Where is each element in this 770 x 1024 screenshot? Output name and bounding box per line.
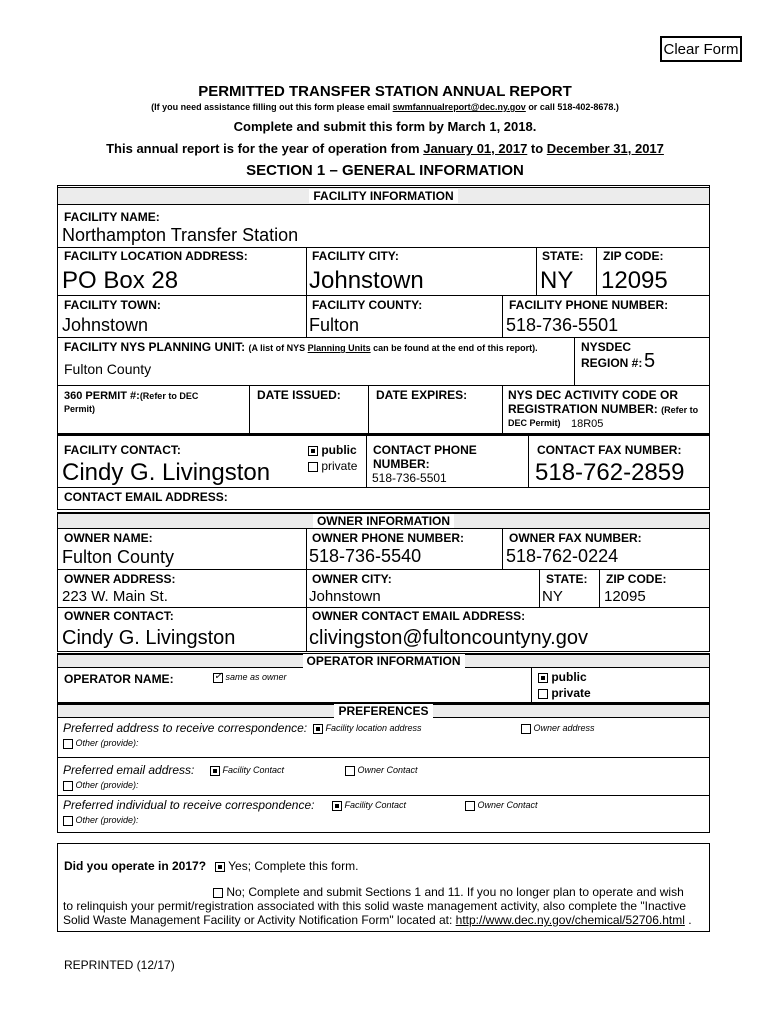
pref-email-other-checkbox[interactable] <box>63 781 73 791</box>
pref-address-other-checkbox[interactable] <box>63 739 73 749</box>
activity-code-label: NYS DEC ACTIVITY CODE OR <box>508 388 679 402</box>
pref-email-owner-option[interactable]: Owner Contact <box>345 765 418 776</box>
owner-address-label: OWNER ADDRESS: <box>64 572 176 586</box>
operate-yes-checkbox[interactable] <box>215 862 225 872</box>
contact-private-option[interactable]: private <box>308 459 357 473</box>
preferred-address-question: Preferred address to receive correspondence: <box>63 721 308 735</box>
submit-deadline: Complete and submit this form by March 1, 2018. <box>233 119 537 134</box>
private-checkbox[interactable] <box>308 462 318 472</box>
owner-contact-label: OWNER CONTACT: <box>64 609 174 623</box>
facility-contact-field[interactable]: Cindy G. Livingston <box>62 459 271 486</box>
facility-name-label: FACILITY NAME: <box>64 210 160 224</box>
same-as-owner-checkbox[interactable] <box>213 673 223 683</box>
facility-county-field[interactable]: Fulton <box>309 315 360 335</box>
contact-phone-number-label: NUMBER: <box>373 457 430 471</box>
section-title: SECTION 1 – GENERAL INFORMATION <box>246 162 524 179</box>
operate-yes-option[interactable]: Yes; Complete this form. <box>215 859 358 873</box>
operate-question-row <box>64 859 206 873</box>
pref-individual-other-checkbox[interactable] <box>63 816 73 826</box>
pref-email-owner-checkbox[interactable] <box>345 766 355 776</box>
operate-question: Did you operate in 2017? <box>64 859 207 873</box>
reprinted-note: REPRINTED (12/17) <box>64 958 175 972</box>
pref-address-facility-checkbox[interactable] <box>313 724 323 734</box>
permit-label: 360 PERMIT #:(Refer to DEC <box>64 390 199 402</box>
contact-public-option[interactable]: public <box>308 443 357 457</box>
owner-fax-field[interactable]: 518-762-0224 <box>506 546 619 566</box>
region-number-label: REGION #: <box>581 356 643 370</box>
operator-public-checkbox[interactable] <box>538 673 548 683</box>
registration-number-label: REGISTRATION NUMBER: (Refer to <box>508 402 699 416</box>
facility-address-field[interactable]: PO Box 28 <box>62 267 179 294</box>
owner-address-field[interactable]: 223 W. Main St. <box>62 588 168 605</box>
form-title: PERMITTED TRANSFER STATION ANNUAL REPORT <box>198 83 572 100</box>
preferences-band: PREFERENCES <box>57 704 710 718</box>
operator-public-option[interactable]: public <box>538 670 587 684</box>
planning-units-link[interactable]: Planning Units <box>307 343 371 353</box>
facility-name-field[interactable]: Northampton Transfer Station <box>62 225 299 245</box>
facility-city-label: FACILITY CITY: <box>312 249 399 263</box>
operator-name-label: OPERATOR NAME: <box>64 672 174 686</box>
clear-form-button[interactable]: Clear Form <box>660 36 742 62</box>
owner-state-label: STATE: <box>546 572 588 586</box>
operator-private-checkbox[interactable] <box>538 689 548 699</box>
pref-individual-owner-checkbox[interactable] <box>465 801 475 811</box>
contact-phone-label: CONTACT PHONE <box>373 443 477 457</box>
pref-individual-facility-checkbox[interactable] <box>332 801 342 811</box>
facility-phone-field[interactable]: 518-736-5501 <box>506 315 619 335</box>
facility-county-label: FACILITY COUNTY: <box>312 298 423 312</box>
owner-city-label: OWNER CITY: <box>312 572 392 586</box>
operator-private-option[interactable]: private <box>538 686 591 700</box>
permit-note: Permit) <box>64 404 96 414</box>
contact-fax-label: CONTACT FAX NUMBER: <box>537 443 682 457</box>
contact-phone-field[interactable]: 518-736-5501 <box>372 471 447 485</box>
facility-band: FACILITY INFORMATION <box>57 187 710 205</box>
pref-individual-facility-option[interactable]: Facility Contact <box>332 800 406 811</box>
pref-address-owner-checkbox[interactable] <box>521 724 531 734</box>
owner-state-field[interactable]: NY <box>542 588 563 605</box>
contact-email-label: CONTACT EMAIL ADDRESS: <box>64 490 228 504</box>
owner-phone-field[interactable]: 518-736-5540 <box>309 546 422 566</box>
pref-address-other-option[interactable]: Other (provide): <box>63 738 139 749</box>
owner-name-field[interactable]: Fulton County <box>62 547 175 567</box>
owner-band: OWNER INFORMATION <box>57 513 710 529</box>
owner-phone-label: OWNER PHONE NUMBER: <box>312 531 464 545</box>
inactive-form-link[interactable]: http://www.dec.ny.gov/chemical/52706.html <box>455 913 685 927</box>
owner-email-field[interactable]: clivingston@fultoncountyny.gov <box>309 627 588 649</box>
pref-individual-owner-option[interactable]: Owner Contact <box>465 800 538 811</box>
pref-individual-other-option[interactable]: Other (provide): <box>63 815 139 826</box>
facility-address-label: FACILITY LOCATION ADDRESS: <box>64 249 248 263</box>
facility-phone-label: FACILITY PHONE NUMBER: <box>509 298 669 312</box>
operate-no-text-2: to relinquish your permit/registration associated with this solid waste management activity, also complete the "Inactive <box>63 899 686 913</box>
contact-fax-field[interactable]: 518-762-2859 <box>535 459 685 486</box>
facility-contact-label: FACILITY CONTACT: <box>64 443 181 457</box>
owner-fax-label: OWNER FAX NUMBER: <box>509 531 642 545</box>
planning-unit-label: FACILITY NYS PLANNING UNIT: (A list of NYS Planning Units can be found at the end of this report). <box>64 340 538 354</box>
operate-no-option[interactable]: No; Complete and submit Sections 1 and 11. If you no longer plan to operate and wish <box>213 885 684 899</box>
facility-zip-label: ZIP CODE: <box>603 249 664 263</box>
report-year-line: This annual report is for the year of operation from January 01, 2017 to December 31, 2017 <box>106 141 664 156</box>
region-label: NYSDEC <box>581 340 632 354</box>
pref-email-other-option[interactable]: Other (provide): <box>63 780 139 791</box>
facility-town-label: FACILITY TOWN: <box>64 298 161 312</box>
region-field[interactable]: 5 <box>644 350 656 372</box>
same-as-owner-option[interactable]: ✓ same as owner <box>213 672 287 683</box>
facility-city-field[interactable]: Johnstown <box>309 267 424 294</box>
assistance-note: (If you need assistance filling out this form please email swmfannualreport@dec.ny.gov or call 518-402-8678.) <box>151 102 619 112</box>
owner-zip-label: ZIP CODE: <box>606 572 667 586</box>
pref-email-facility-option[interactable]: Facility Contact <box>210 765 284 776</box>
assistance-email-link[interactable]: swmfannualreport@dec.ny.gov <box>392 102 526 112</box>
owner-zip-field[interactable]: 12095 <box>604 588 646 605</box>
owner-city-field[interactable]: Johnstown <box>309 588 381 605</box>
pref-address-facility-option[interactable]: Facility location address <box>313 723 422 734</box>
pref-address-owner-option[interactable]: Owner address <box>521 723 595 734</box>
date-expires-label: DATE EXPIRES: <box>376 388 468 402</box>
owner-email-label: OWNER CONTACT EMAIL ADDRESS: <box>312 609 526 623</box>
activity-code-note: DEC Permit) <box>508 418 561 428</box>
facility-town-field[interactable]: Johnstown <box>62 315 149 335</box>
operator-band: OPERATOR INFORMATION <box>57 654 710 668</box>
planning-unit-field[interactable]: Fulton County <box>64 361 152 377</box>
facility-state-label: STATE: <box>542 249 584 263</box>
pref-email-facility-checkbox[interactable] <box>210 766 220 776</box>
operate-no-checkbox[interactable] <box>213 888 223 898</box>
public-checkbox[interactable] <box>308 446 318 456</box>
facility-zip-field[interactable]: 12095 <box>601 267 668 294</box>
facility-state-field[interactable]: NY <box>540 267 574 294</box>
preferred-email-question: Preferred email address: <box>63 763 195 777</box>
preferred-individual-question: Preferred individual to receive correspondence: <box>63 798 315 812</box>
activity-code-field[interactable]: 18R05 <box>571 418 604 430</box>
owner-contact-field[interactable]: Cindy G. Livingston <box>62 627 236 649</box>
date-issued-label: DATE ISSUED: <box>257 388 341 402</box>
owner-name-label: OWNER NAME: <box>64 531 153 545</box>
operate-no-text-3: Solid Waste Management Facility or Activity Notification Form" located at: http://www.dec.ny.gov/chemical/52706.html . <box>63 913 692 927</box>
